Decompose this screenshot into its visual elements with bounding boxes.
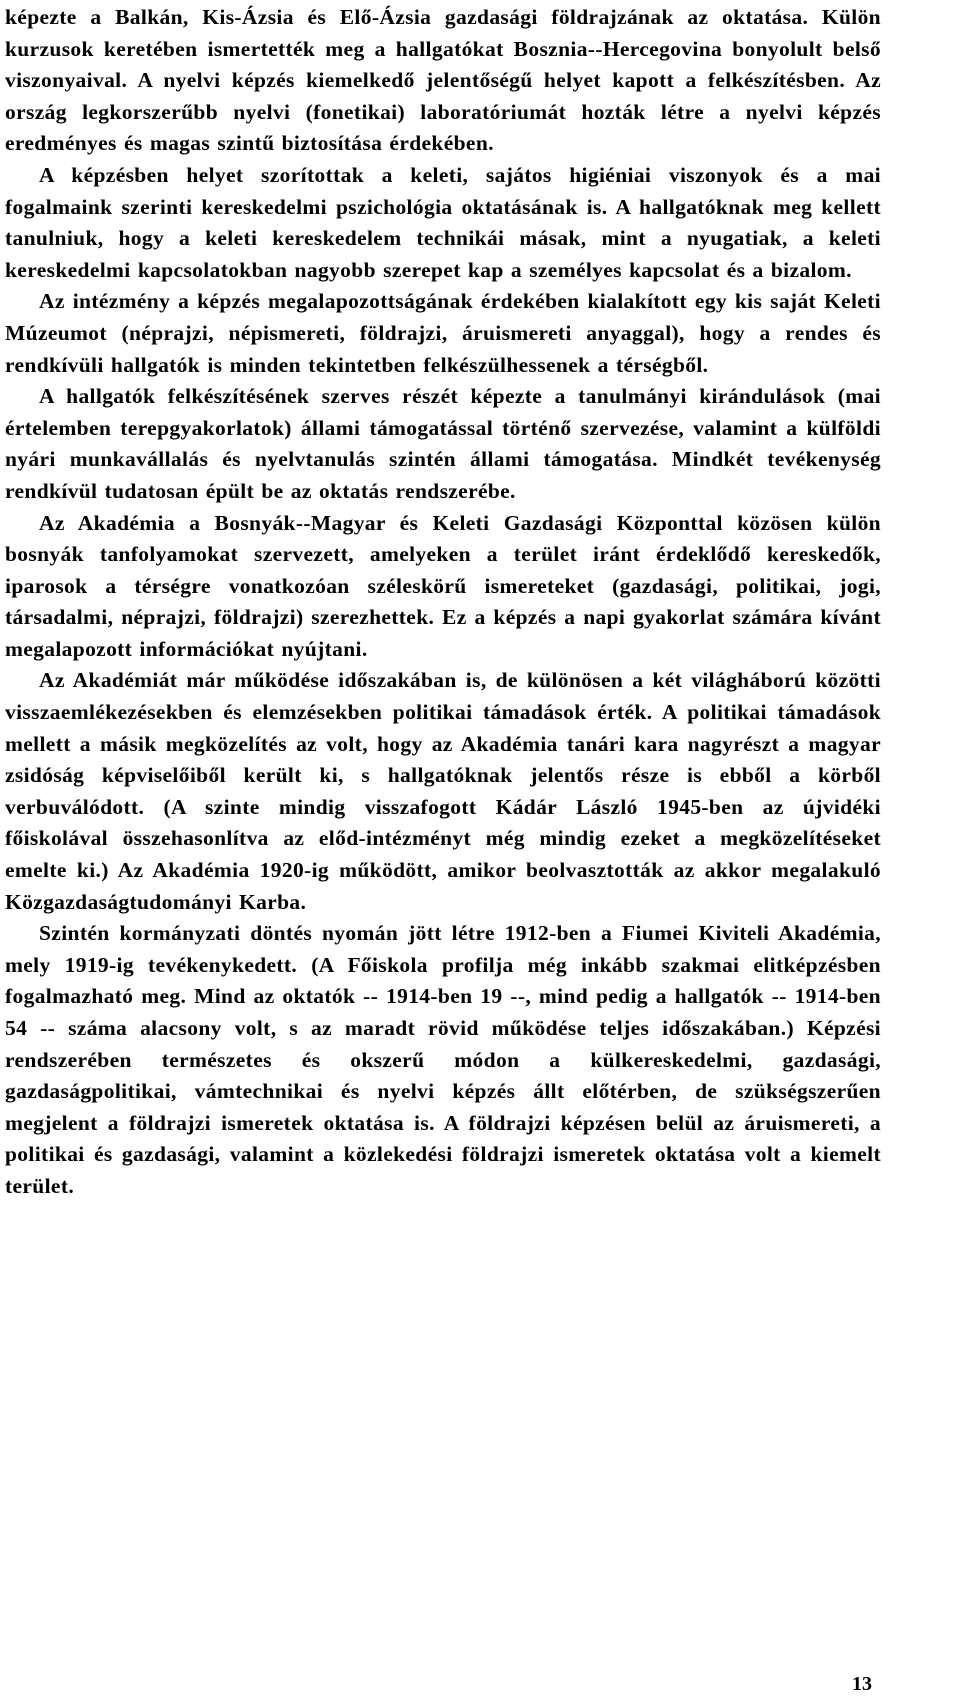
page-number: 13 [852,1673,872,1695]
paragraph-2: A képzésben helyet szorítottak a keleti, sajátos higiéniai viszonyok és a mai fogalmaink szerinti kereskedelmi pszichológia oktatásának is. A hallgatóknak meg kellett tanulniuk, hogy a keleti kereskedelem technikái másak, mint a nyugatiak, a keleti kereskedelmi kapcsolatokban nagyobb szerepet kap a személyes kapcsolat és a bizalom. [5,162,881,282]
paragraph-4: A hallgatók felkészítésének szerves részét képezte a tanulmányi kirándulások (mai értelemben terepgyakorlatok) állami támogatással történő szervezése, valamint a külföldi nyári munkavállalás és nyelvtanulás szintén állami támogatása. Mindkét tevékenység rendkívül tudatosan épült be az oktatás rendszerébe. [5,384,881,503]
body-text [5,2,881,1203]
paragraph-5: Az Akadémia a Bosnyák--Magyar és Keleti Gazdasági Központtal közösen külön bosnyák tanfolyamokat szervezett, amelyeken a terület iránt érdeklődő kereskedők, iparosok a térségre vonatkozóan széleskörű ismereteket (gazdasági, politikai, jogi, társadalmi, néprajzi, földrajzi) szerezhettek. Ez a képzés a napi gyakorlat számára kívánt megalapozott információkat nyújtani. [5,510,881,661]
paragraph-1: képezte a Balkán, Kis-Ázsia és Elő-Ázsia gazdasági földrajzának az oktatása. Külön kurzusok keretében ismertették meg a hallgatókat Bosznia--Hercegovina bonyolult belső viszonyaival. A nyelvi képzés kiemelkedő jelentőségű helyet kapott a felkészítésben. Az ország legkorszerűbb nyelvi (fonetikai) laboratóriumát hozták létre a nyelvi képzés eredményes és magas szintű biztosítása érdekében. [5,5,881,156]
paragraph-3: Az intézmény a képzés megalapozottságának érdekében kialakított egy kis saját Keleti Múzeumot (néprajzi, népismereti, földrajzi, áruismereti anyaggal), hogy a rendes és rendkívüli hallgatók is minden tekintetben felkészülhessenek a térségből. [5,289,881,377]
paragraph-6: Az Akadémiát már működése időszakában is, de különösen a két világháború közötti visszaemlékezésekben és elemzésekben politikai támadások érték. A politikai támadások mellett a másik megközelítés az volt, hogy az Akadémia tanári kara nagyrészt a magyar zsidóság képviselőiből került ki, s hallgatóknak jelentős része is ebből a körből verbuválódott. (A szinte mindig visszafogott Kádár László 1945-ben az újvidéki főiskolával összehasonlítva az előd-intézményt még mindig ezeket a megközelítéseket emelte ki.) Az Akadémia 1920-ig működött, amikor beolvasztották az akkor megalakuló Közgazdaságtudományi Karba. [5,668,881,914]
paragraph-7: Szintén kormányzati döntés nyomán jött létre 1912-ben a Fiumei Kiviteli Akadémia, mely 1919-ig tevékenykedett. (A Főiskola profilja még inkább szakmai elitképzésben fogalmazható meg. Mind az oktatók -- 1914-ben 19 --, mind pedig a hallgatók -- 1914-ben 54 -- száma alacsony volt, s az maradt rövid működése teljes időszakában.) Képzési rendszerében természetes és okszerű módon a külkereskedelmi, gazdasági, gazdaságpolitikai, vámtechnikai és nyelvi képzés állt előtérben, de szükségszerűen megjelent a földrajzi ismeretek oktatása is. A földrajzi képzésen belül az áruismereti, a politikai és gazdasági, valamint a közlekedési földrajzi ismeretek oktatása volt a kiemelt terület. [5,921,881,1198]
